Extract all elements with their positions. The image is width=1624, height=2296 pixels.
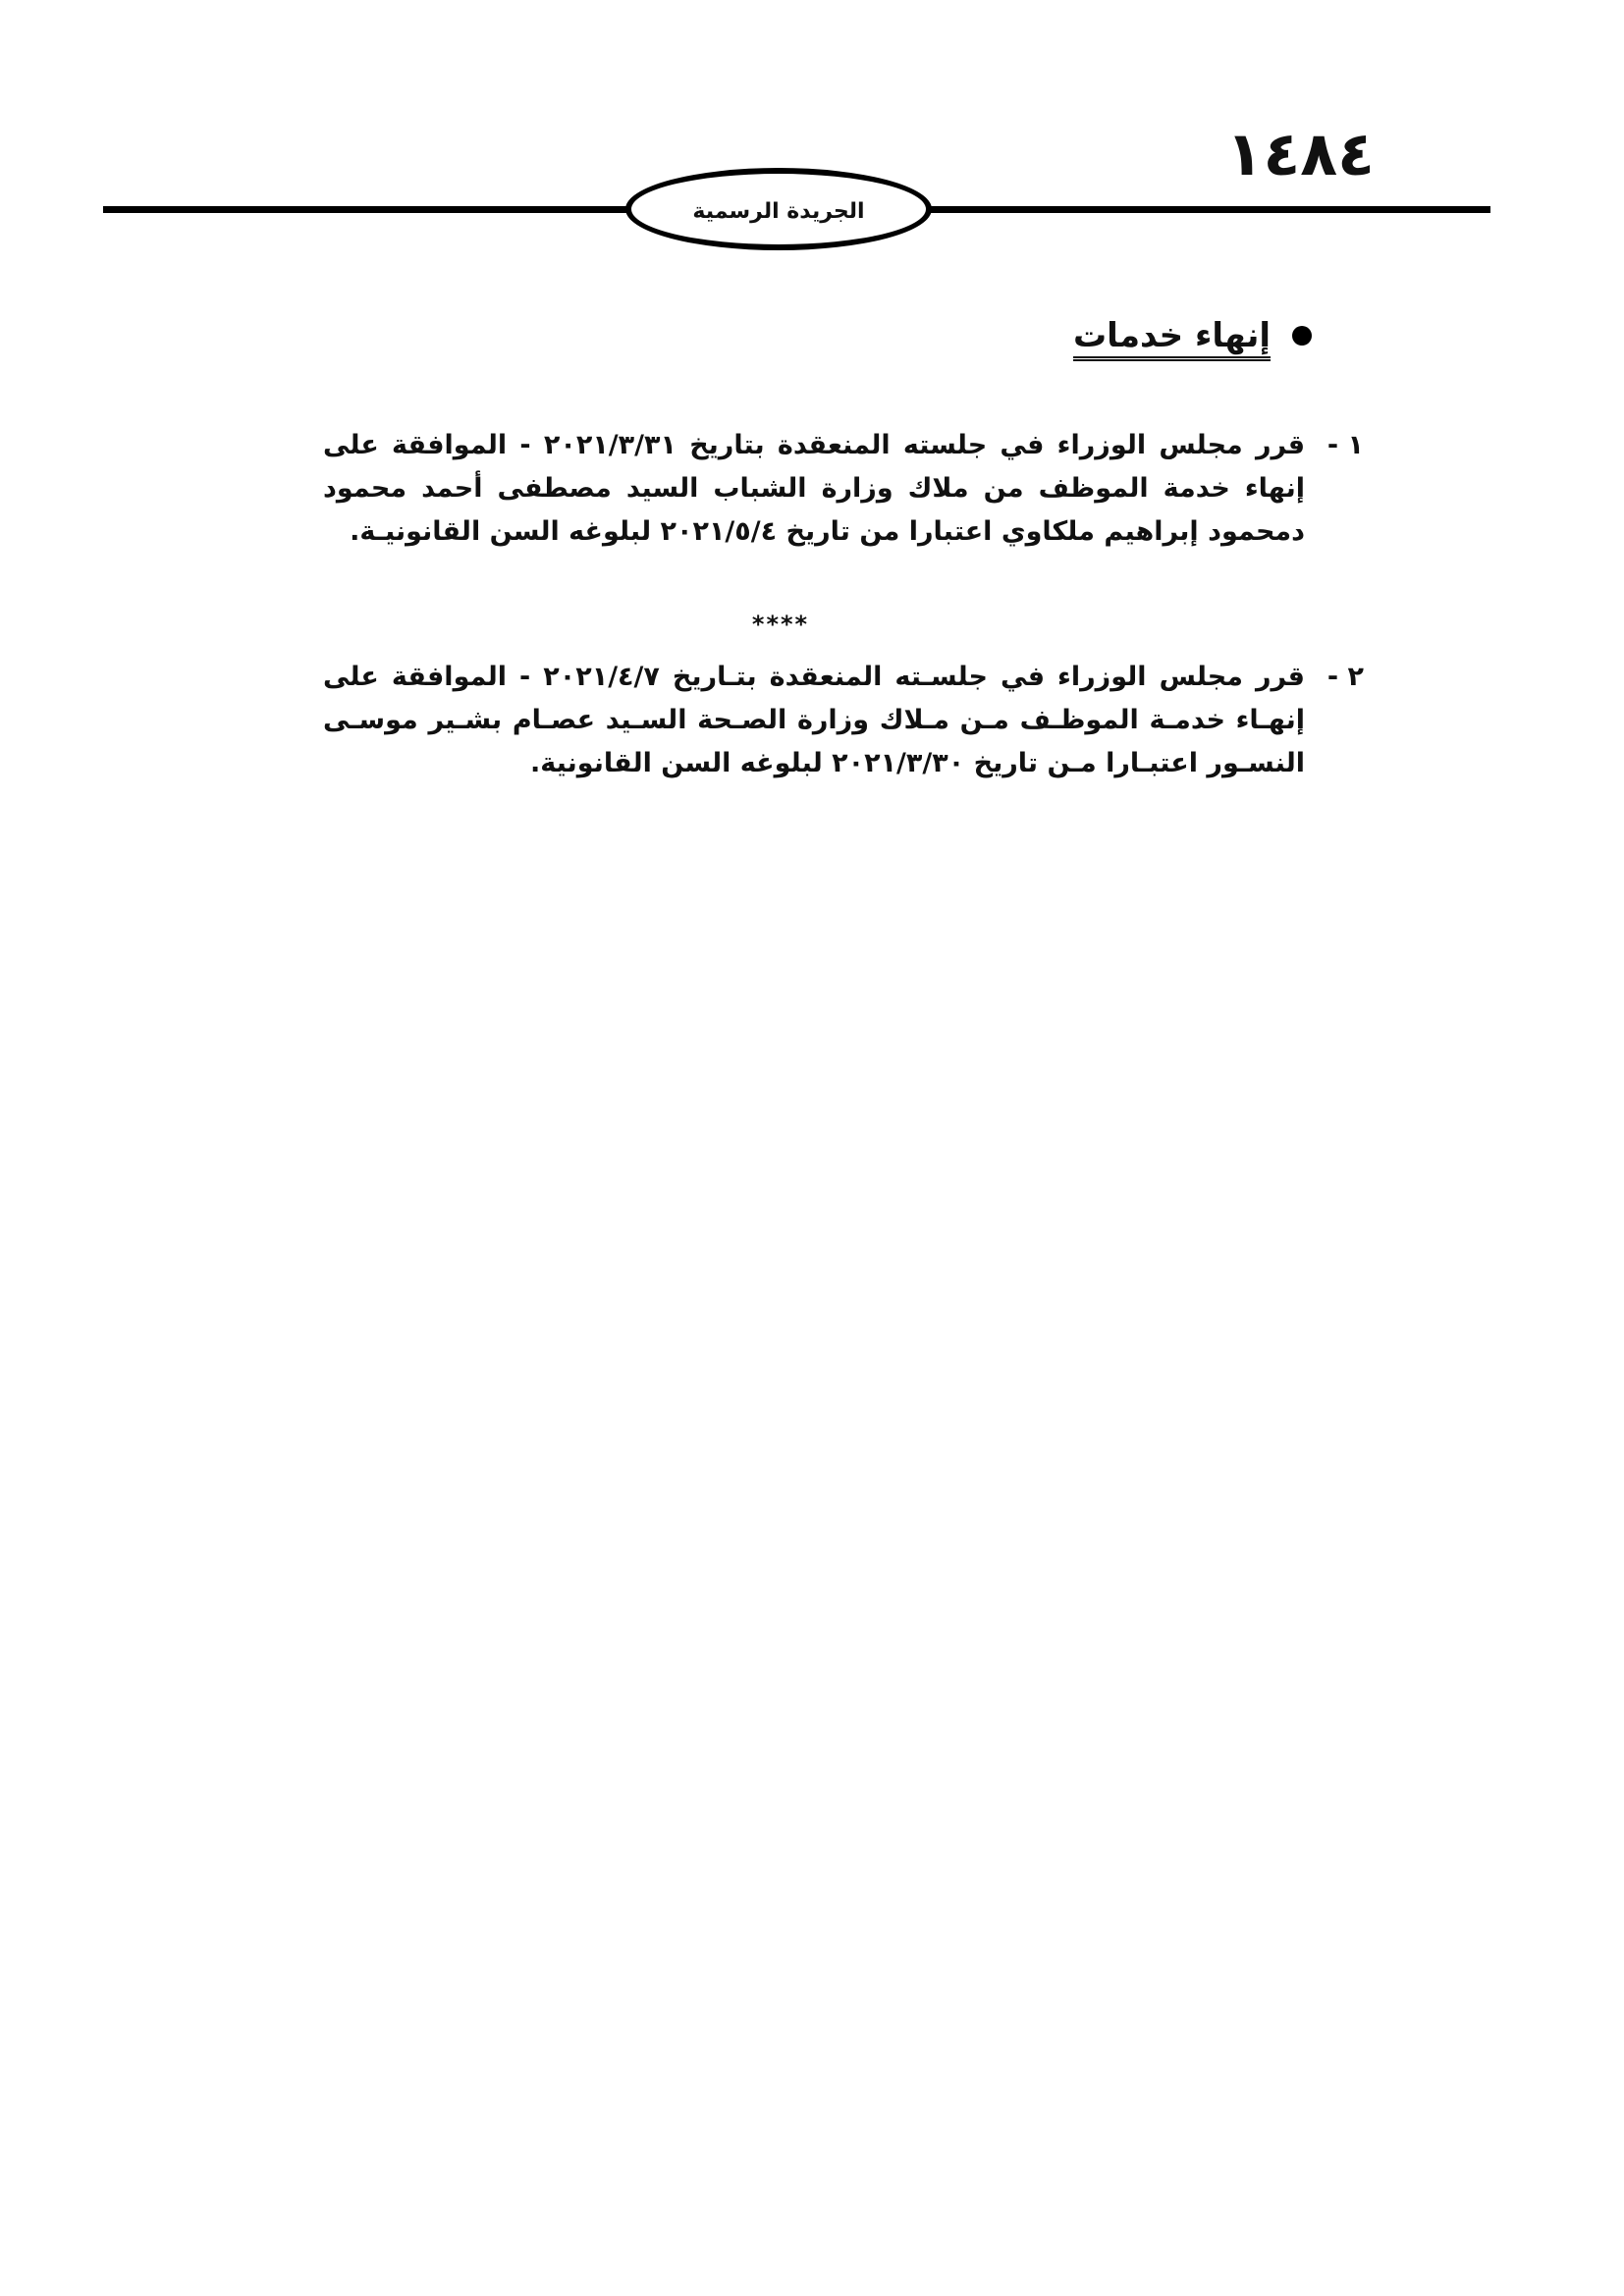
item-text: قرر مجلس الوزراء في جلسـته المنعقدة بتـاريخ ٢٠٢١/٤/٧ - الموافقة على إنهـاء خدمـة الموظـف مـن مـلاك وزارة الصـحة السـيد عصـام بشـير موسـى النسـور اعتبـارا مـن تاريخ ٢٠٢١/٣/٣٠ لبلوغه السن القانونية. (323, 662, 1305, 778)
masthead-oval (625, 168, 932, 250)
list-item (235, 424, 1364, 554)
page-number: ١٤٨٤ (1225, 118, 1375, 189)
section-heading-text: إنهاء خدمات (1073, 316, 1271, 355)
header-rule-left (103, 206, 633, 213)
list-item (235, 656, 1364, 785)
item-separator: **** (751, 611, 810, 638)
item-number: ١ - (1326, 430, 1364, 460)
item-number: ٢ - (1326, 662, 1364, 692)
bullet-icon (1292, 326, 1312, 346)
section-heading (1073, 316, 1312, 355)
header-rule-right (931, 206, 1490, 213)
publication-title: الجريدة الرسمية (692, 198, 865, 224)
item-text: قرر مجلس الوزراء في جلسته المنعقدة بتاريخ ٢٠٢١/٣/٣١ - الموافقة على إنهاء خدمة الموظف من ملاك وزارة الشباب السيد مصطفى أحمد محمود دمحمود إبراهيم ملكاوي اعتبارا من تاريخ ٢٠٢١/٥/٤ لبلوغه السن القانونيـة. (323, 430, 1305, 547)
